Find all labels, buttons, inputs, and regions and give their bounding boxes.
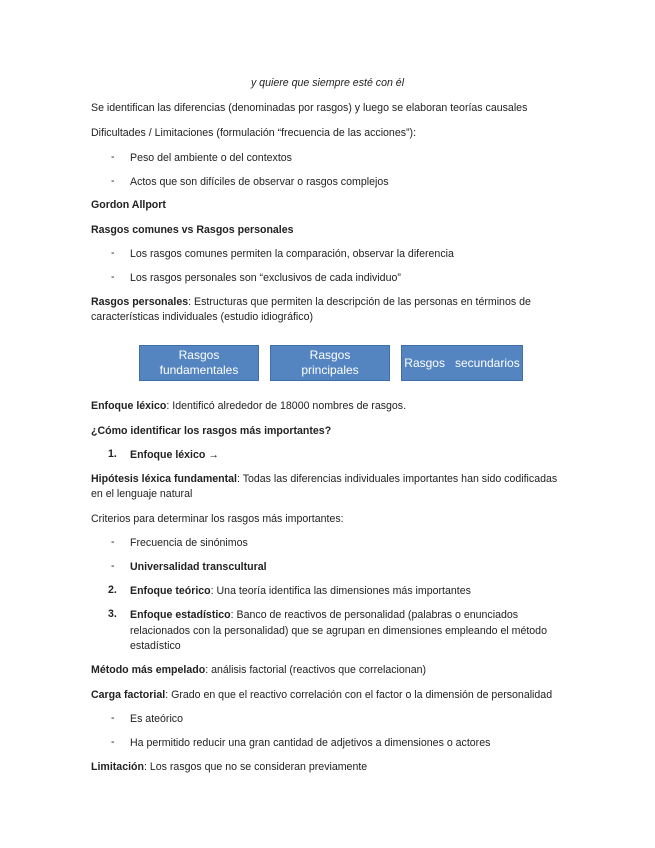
paragraph-hipotesis: Hipótesis léxica fundamental: Todas las diferencias individuales importantes han sido codificadas	[91, 473, 558, 485]
paragraph-limitacion: Limitación: Los rasgos que no se consideran previamente	[91, 761, 368, 773]
paragraph-hipotesis-cont: en el lenguaje natural	[91, 488, 193, 500]
numbered-item-enfoque-estadistico: Enfoque estadístico: Banco de reactivos de personalidad (palabras o enunciados	[130, 609, 519, 621]
box-rasgos-fundamentales: Rasgos fundamentales	[139, 345, 259, 381]
list-item: Frecuencia de sinónimos	[130, 537, 248, 549]
bullet-dash: -	[111, 560, 115, 572]
numbered-item-cont: estadístico	[130, 640, 181, 652]
list-item: Es ateórico	[130, 713, 183, 725]
list-item: Los rasgos personales son “exclusivos de cada individuo”	[130, 272, 401, 284]
numbered-item-enfoque-lexico: Enfoque léxico →	[130, 449, 219, 461]
paragraph-criterios: Criterios para determinar los rasgos más importantes:	[91, 513, 344, 525]
bullet-dash: -	[111, 536, 115, 548]
bullet-dash: -	[111, 247, 115, 259]
bullet-dash: -	[111, 712, 115, 724]
numbered-item-enfoque-teorico: Enfoque teórico: Una teoría identifica las dimensiones más importantes	[130, 585, 471, 597]
header-italic-line: y quiere que siempre esté con él	[250, 77, 405, 89]
list-number: 1.	[108, 448, 117, 460]
paragraph-differences: Se identifican las diferencias (denominadas por rasgos) y luego se elaboran teorías causales	[91, 102, 528, 114]
list-item: Actos que son difíciles de observar o rasgos complejos	[130, 176, 389, 188]
paragraph-carga-factorial: Carga factorial: Grado en que el reactivo correlación con el factor o la dimensión de personalidad	[91, 689, 553, 701]
heading-rasgos-comunes-vs-personales: Rasgos comunes vs Rasgos personales	[91, 224, 294, 236]
box-rasgos-principales: Rasgos principales	[270, 345, 390, 381]
paragraph-difficulties: Dificultades / Limitaciones (formulación “frecuencia de las acciones”):	[91, 127, 417, 139]
numbered-item-cont: relacionados con la personalidad) que se agrupan en dimensiones empleando el método	[130, 625, 547, 637]
paragraph-rasgos-personales: Rasgos personales: Estructuras que permiten la descripción de las personas en términos de	[91, 296, 531, 308]
bullet-dash: -	[111, 175, 115, 187]
list-item: Universalidad transcultural	[130, 561, 267, 573]
box-rasgos-secundarios: Rasgos secundarios	[401, 345, 523, 381]
heading-question: ¿Cómo identificar los rasgos más importantes?	[91, 425, 332, 437]
list-number: 2.	[108, 584, 117, 596]
paragraph-metodo: Método más empelado: análisis factorial (reactivos que correlacionan)	[91, 664, 427, 676]
list-number: 3.	[108, 608, 117, 620]
heading-gordon-allport: Gordon Allport	[91, 199, 166, 211]
bullet-dash: -	[111, 271, 115, 283]
bullet-dash: -	[111, 151, 115, 163]
paragraph-rasgos-personales-cont: características individuales (estudio idiográfico)	[91, 311, 313, 323]
list-item: Peso del ambiente o del contextos	[130, 152, 292, 164]
list-item: Ha permitido reducir una gran cantidad de adjetivos a dimensiones o actores	[130, 737, 491, 749]
list-item: Los rasgos comunes permiten la comparación, observar la diferencia	[130, 248, 454, 260]
paragraph-enfoque-lexico: Enfoque léxico: Identificó alrededor de 18000 nombres de rasgos.	[91, 400, 407, 412]
bullet-dash: -	[111, 736, 115, 748]
